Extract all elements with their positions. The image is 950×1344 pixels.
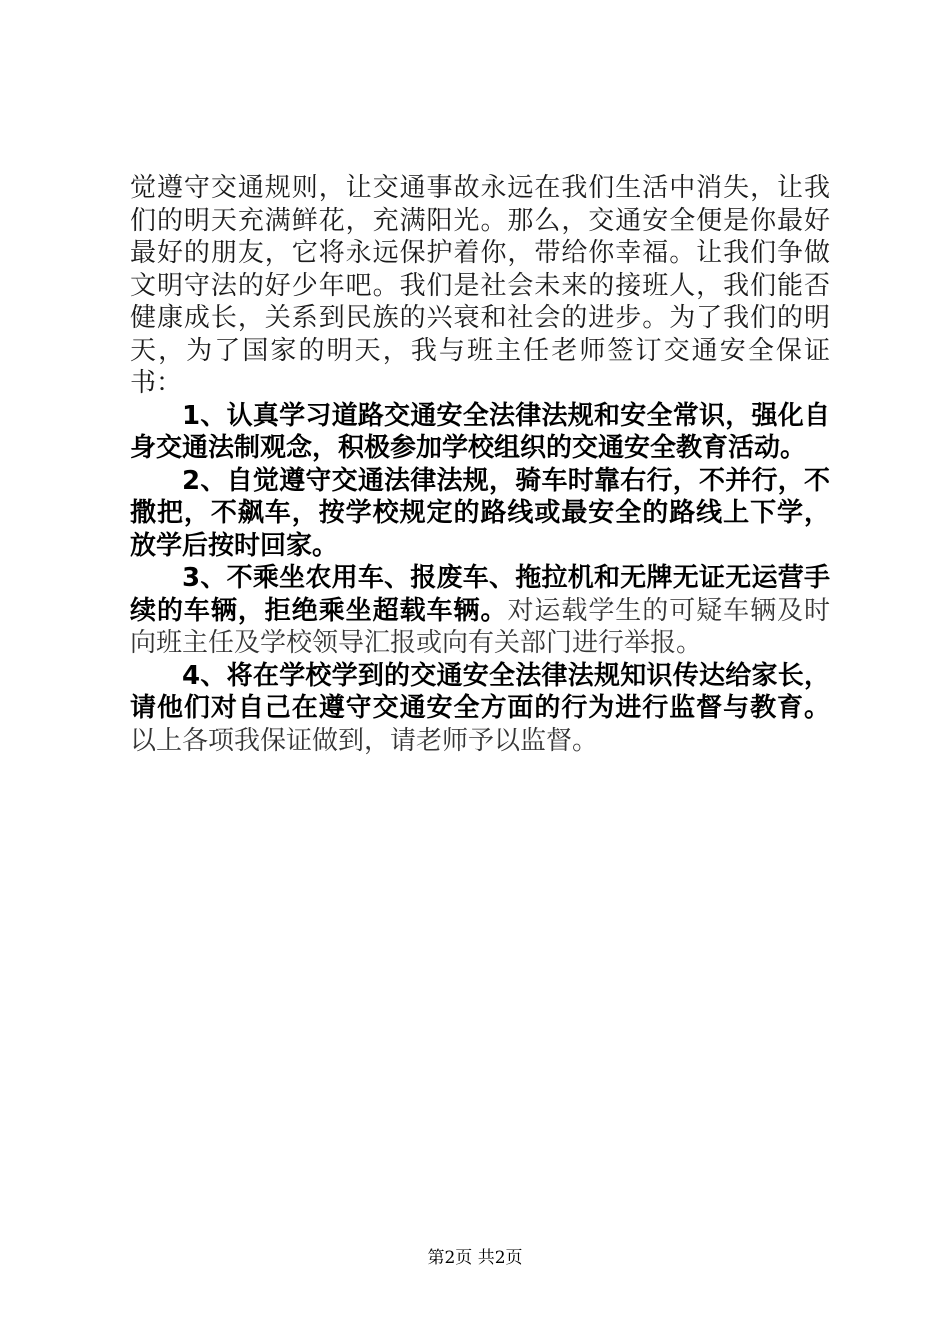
item-3-paragraph [130,562,830,660]
item-3-tail-text: 对运载学生的可疑车辆及时向班主任及学校领导汇报或向有关部门进行举报。 [130,595,830,658]
intro-paragraph: 觉遵守交通规则，让交通事故永远在我们生活中消失，让我们的明天充满鲜花，充满阳光。那么，交通安全便是你最好最好的朋友，它将永远保护着你，带给你幸福。让我们争做文明守法的好少年吧。我们是社会未来的接班人，我们能否健康成长，关系到民族的兴衰和社会的进步。为了我们的明天，为了国家的明天，我与班主任老师签订交通安全保证书： [130,173,830,398]
item-4-tail-text: 以上各项我保证做到，请老师予以监督。 [130,725,599,756]
item-2-paragraph: 2、自觉遵守交通法律法规，骑车时靠右行，不并行，不撒把，不飙车，按学校规定的路线或最安全的路线上下学，放学后按时回家。 [130,465,830,561]
document-body [130,172,830,757]
page-number-footer: 第2页 共2页 [427,1248,523,1268]
item-1-paragraph: 1、认真学习道路交通安全法律法规和安全常识，强化自身交通法制观念，积极参加学校组织的交通安全教育活动。 [130,400,830,463]
item-3-main-text: 3、不乘坐农用车、报废车、拖拉机和无牌无证无运营手续的车辆，拒绝乘坐超载车辆。 [130,563,830,626]
item-4-main-text: 4、将在学校学到的交通安全法律法规知识传达给家长，请他们对自己在遵守交通安全方面的行为进行监督与教育。 [130,660,830,723]
item-4-paragraph [130,660,830,758]
